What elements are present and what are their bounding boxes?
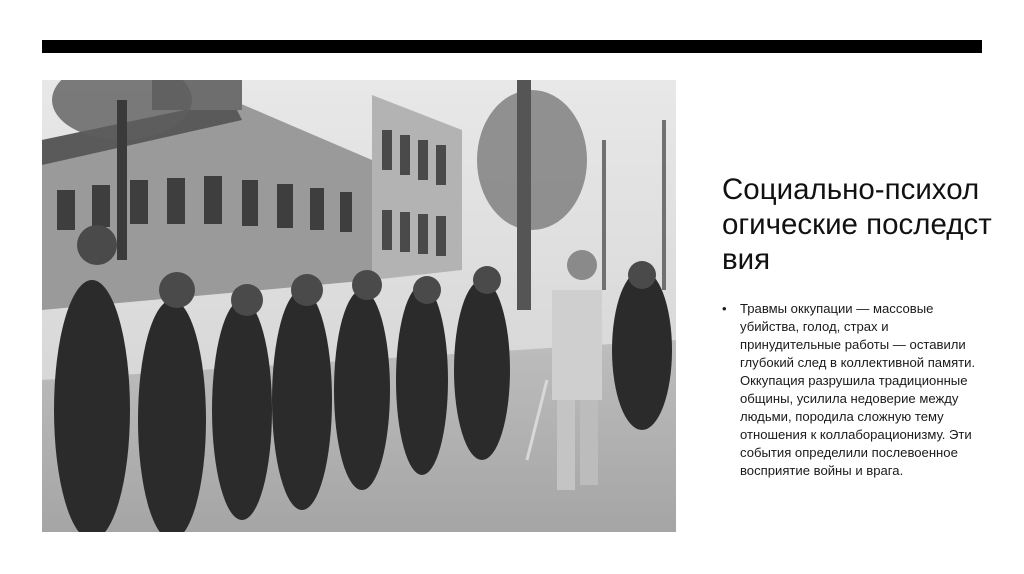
slide-title: Социально-психологические последствия xyxy=(722,173,992,276)
top-accent-bar xyxy=(42,40,982,53)
historical-photo xyxy=(42,80,676,532)
bullet-list xyxy=(722,300,984,480)
bullet-text: Травмы оккупации — массовые убийства, голод, страх и принудительные работы — оставили глубокий след в коллективной памяти. Оккупация разрушила традиционные общины, усилила недоверие между людьми, породила сложную тему отношения к коллаборационизму. Эти события определили послевоенное восприятие войны и врага. xyxy=(740,301,976,478)
bullet-item xyxy=(722,300,984,480)
bullet-marker: • xyxy=(722,301,727,316)
